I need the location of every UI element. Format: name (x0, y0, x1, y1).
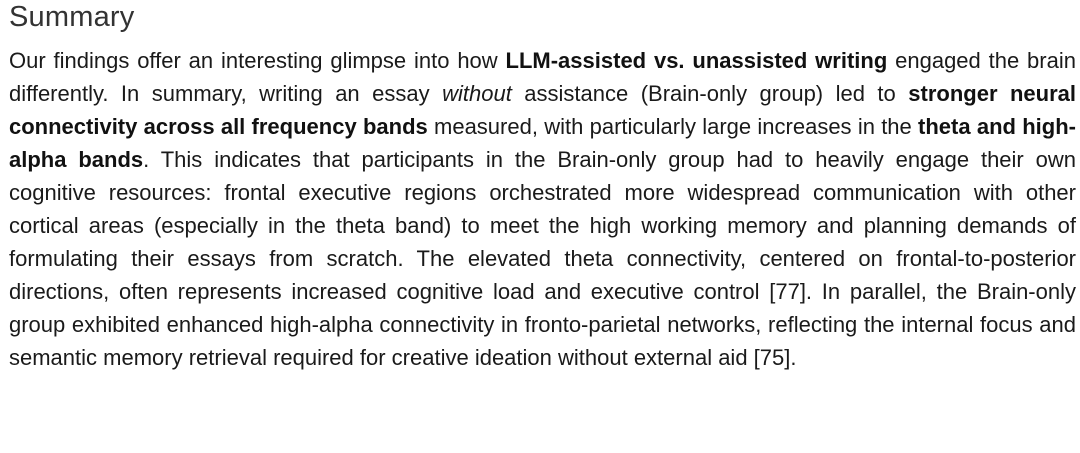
summary-paragraph (9, 44, 1076, 374)
document-section (9, 0, 1076, 374)
italic-word: without (442, 81, 512, 106)
bold-phrase: stronger neural connectivity across all frequency bands (9, 81, 1076, 139)
text-run: assistance (Brain-only group) led to (511, 81, 909, 106)
text-run: . This indicates that participants in the Brain-only group had to heavily engage their own cognitive resources: frontal executive regions orchestrated more widespread communication with other cortical areas (especially in the theta band) to meet the high working memory and planning demands of formulating their essays from scratch. The elevated theta connectivity, centered on frontal-to-posterior directions, often represents increased cognitive load and executive control [77]. In parallel, the Brain-only group exhibited enhanced high-alpha connectivity in fronto-parietal networks, reflecting the internal focus and semantic memory retrieval required for creative ideation without external aid [75]. (9, 147, 1077, 370)
text-run: measured, with particularly large increases in the (427, 114, 919, 139)
bold-phrase: theta and high-alpha bands (9, 114, 1076, 172)
text-run: engaged the brain differently. In summary, writing an essay (9, 48, 1076, 106)
text-run: Our findings offer an interesting glimpse into how (9, 48, 506, 73)
section-heading: Summary (9, 1, 135, 33)
bold-phrase: LLM-assisted vs. unassisted writing (505, 48, 888, 73)
